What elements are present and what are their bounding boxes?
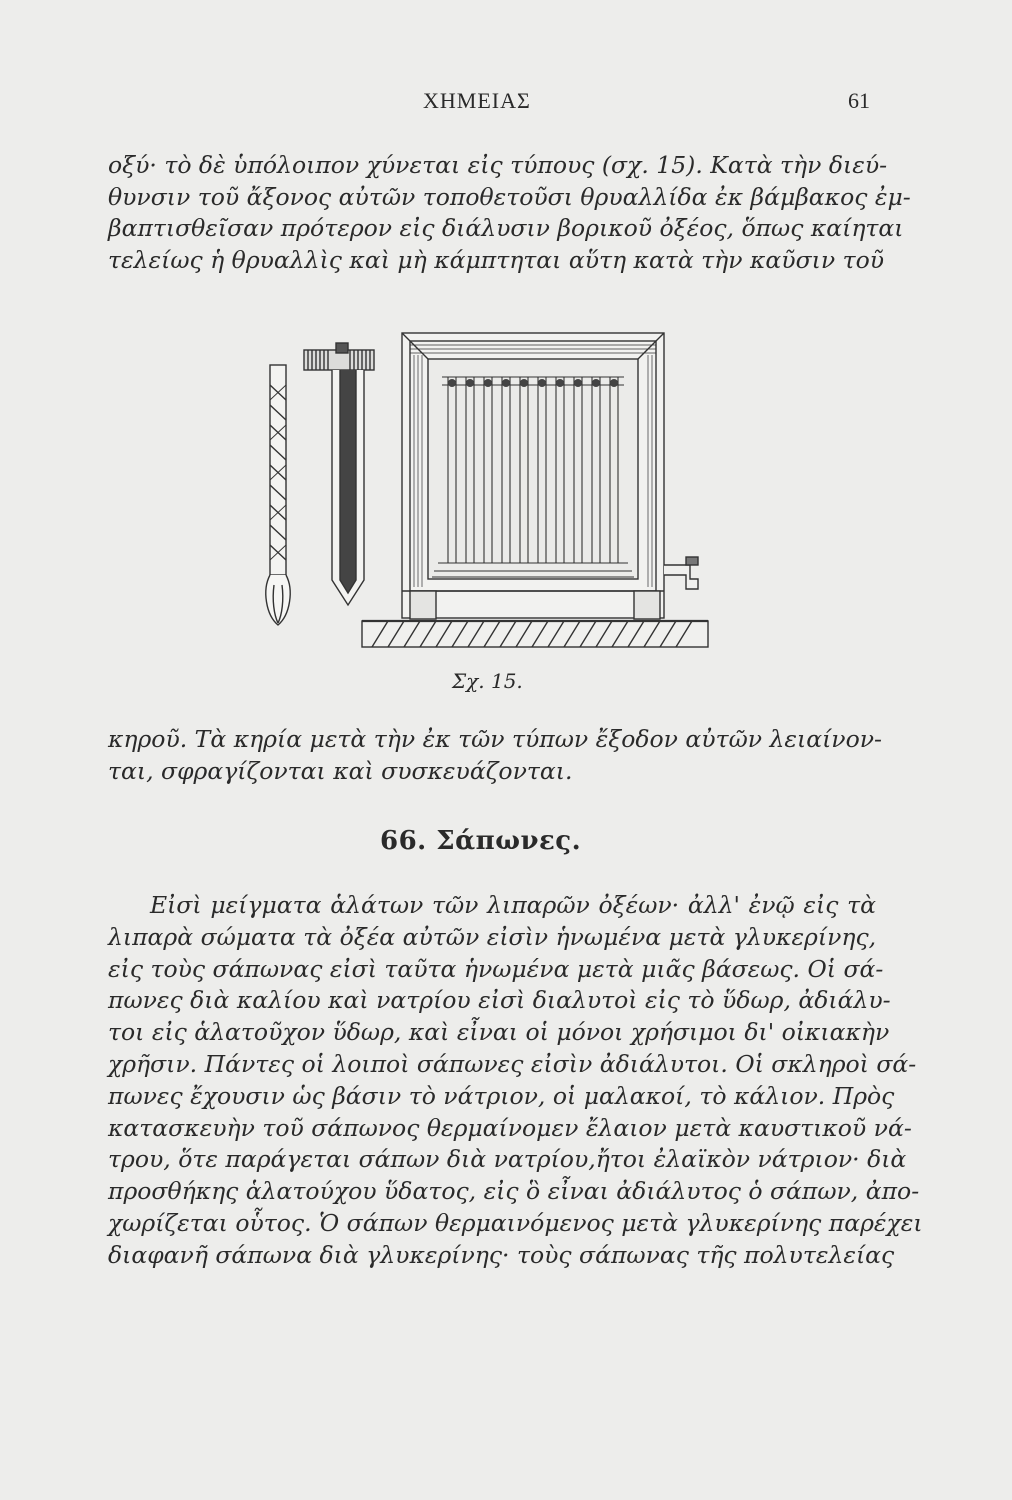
braided-wick-drawing <box>266 365 290 625</box>
text-line: χρῆσιν. Πάντες οἱ λοιποὶ σάπωνες εἰσὶν ἀδιάλυτοι. Οἱ σκληροὶ σά- <box>108 1049 917 1078</box>
text-line: θυνσιν τοῦ ἄξονος αὐτῶν τοποθετοῦσι θρυαλλίδα ἐκ βάμβακος ἐμ- <box>108 182 911 211</box>
text-line: πωνες ἔχουσιν ὡς βάσιν τὸ νάτριον, οἱ μαλακοί, τὸ κάλιον. Πρὸς <box>108 1081 895 1110</box>
text-line: οξύ· τὸ δὲ ὑπόλοιπον χύνεται εἰς τύπους (σχ. 15). Κατὰ τὴν διεύ- <box>108 151 888 179</box>
running-title: ΧΗΜΕΙΑΣ <box>423 88 531 113</box>
page-number: 61 <box>848 88 870 113</box>
section-heading: 66. Σάπωνες. <box>380 826 582 856</box>
text-line: βαπτισθεῖσαν πρότερον εἰς διάλυσιν βορικοῦ ὀξέος, ὅπως καίηται <box>108 214 904 242</box>
text-line: διαφανῆ σάπωνα διὰ γλυκερίνης· τοὺς σάπωνας τῆς πολυτελείας <box>108 1240 895 1269</box>
paragraph-soaps <box>108 890 923 1272</box>
figure-caption: Σχ. 15. <box>452 669 523 693</box>
page-header <box>105 84 870 124</box>
text-line: Εἰσὶ μείγματα ἁλάτων τῶν λιπαρῶν ὀξέων· ἀλλ' ἐνῷ εἰς τὰ <box>150 891 876 919</box>
text-line: προσθήκης ἁλατούχου ὕδατος, εἰς ὃ εἶναι ἀδιάλυτος ὁ σάπων, ἀπο- <box>108 1177 920 1206</box>
text-line: τρου, ὅτε παράγεται σάπων διὰ νατρίου,ἤτοι ἐλαϊκὸν νάτριον· διὰ <box>108 1145 907 1174</box>
base-table-drawing <box>362 621 708 647</box>
paragraph-candle-molding <box>108 150 911 276</box>
single-mold-drawing <box>304 343 374 605</box>
text-line: χωρίζεται οὗτος. Ὁ σάπων θερμαινόμενος μετὰ γλυκερίνης παρέχει <box>108 1208 923 1237</box>
text-line: πωνες διὰ καλίου καὶ νατρίου εἰσὶ διαλυτοὶ εἰς τὸ ὕδωρ, ἀδιάλυ- <box>108 986 891 1015</box>
text-line: λιπαρὰ σώματα τὰ ὀξέα αὐτῶν εἰσὶν ἡνωμένα μετὰ γλυκερίνης, <box>108 922 877 951</box>
text-line: ται, σφραγίζονται καὶ συσκευάζονται. <box>108 756 573 785</box>
paragraph-candle-finishing <box>108 724 882 787</box>
text-line: κηροῦ. Τὰ κηρία μετὰ τὴν ἐκ τῶν τύπων ἔξοδον αὐτῶν λειαίνον- <box>108 725 882 753</box>
text-line: εἰς τοὺς σάπωνας εἰσὶ ταῦτα ἡνωμένα μετὰ μιᾶς βάσεως. Οἱ σά- <box>108 954 884 983</box>
text-line: τοι εἰς ἁλατοῦχον ὕδωρ, καὶ εἶναι οἱ μόνοι χρήσιμοι δι' οἰκιακὴν <box>108 1018 890 1047</box>
text-line: κατασκευὴν τοῦ σάπωνος θερμαίνομεν ἔλαιον μετὰ καυστικοῦ νά- <box>108 1113 912 1142</box>
mold-frame-drawing <box>402 333 698 619</box>
text-line: τελείως ἡ θρυαλλὶς καὶ μὴ κάμπτηται αὕτη κατὰ τὴν καῦσιν τοῦ <box>108 245 885 274</box>
candle-mold-illustration <box>262 325 712 665</box>
